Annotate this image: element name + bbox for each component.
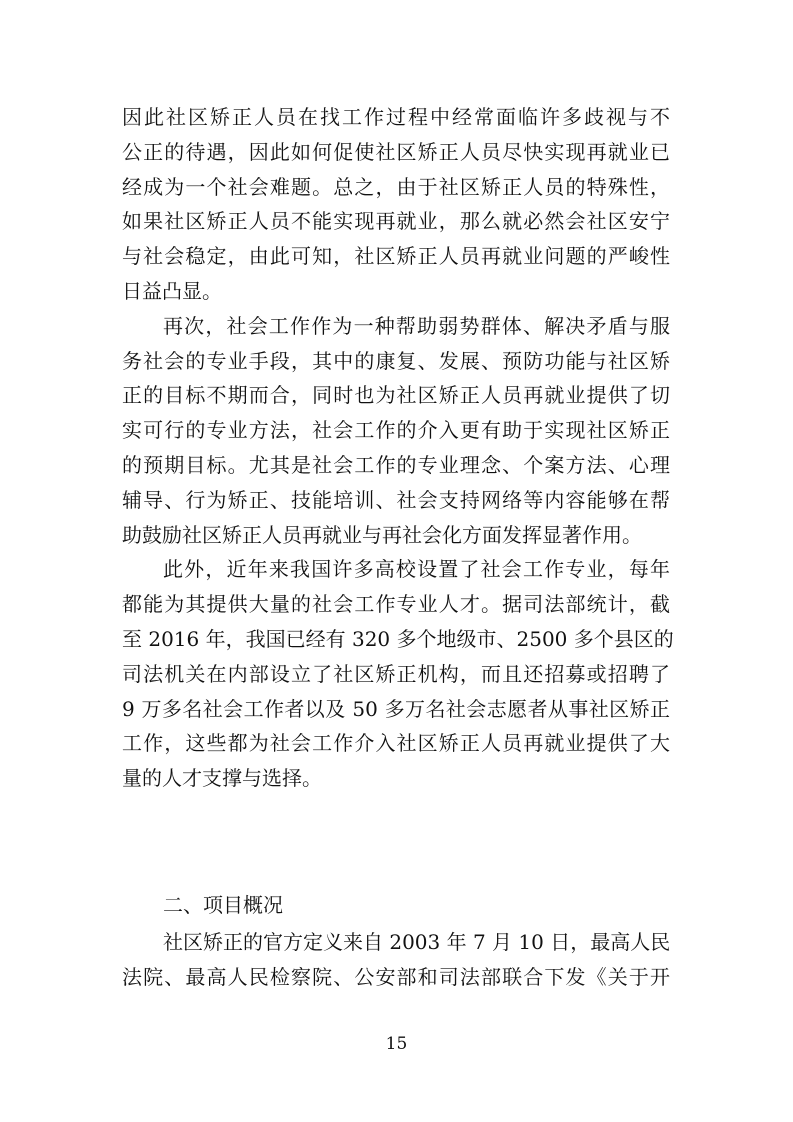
paragraph-4-line: 社区矫正的官方定义来自 2003 年 7 月 10 日，最高人民 — [163, 930, 671, 954]
paragraph-3-line: 9 万多名社会工作者以及 50 多万名社会志愿者从事社区矫正 — [122, 696, 670, 721]
section-heading: 二、项目概况 — [163, 893, 283, 917]
paragraph-2-line: 正的目标不期而合，同时也为社区矫正人员再就业提供了切 — [122, 383, 670, 408]
paragraph-3-line: 至 2016 年，我国已经有 320 多个地级市、2500 多个县区的 — [122, 626, 674, 651]
paragraph-1-line: 公正的待遇，因此如何促使社区矫正人员尽快实现再就业已 — [122, 139, 670, 164]
page-number: 15 — [385, 1034, 408, 1054]
paragraph-2-line: 的预期目标。尤其是社会工作的专业理念、个案方法、心理 — [122, 452, 670, 477]
paragraph-3-line: 司法机关在内部设立了社区矫正机构，而且还招募或招聘了 — [122, 661, 670, 686]
paragraph-1-line: 如果社区矫正人员不能实现再就业，那么就必然会社区安宁 — [122, 209, 670, 234]
paragraph-1-line: 日益凸显。 — [122, 278, 222, 303]
paragraph-2-line: 务社会的专业手段，其中的康复、发展、预防功能与社区矫 — [122, 348, 670, 373]
paragraph-2-line: 再次，社会工作作为一种帮助弱势群体、解决矛盾与服 — [163, 313, 670, 338]
paragraph-1-line: 经成为一个社会难题。总之，由于社区矫正人员的特殊性， — [122, 174, 670, 199]
paragraph-2-line: 实可行的专业方法，社会工作的介入更有助于实现社区矫正 — [122, 418, 670, 443]
paragraph-3-line: 此外，近年来我国许多高校设置了社会工作专业，每年 — [163, 557, 670, 582]
paragraph-1-line: 与社会稳定，由此可知，社区矫正人员再就业问题的严峻性 — [122, 244, 670, 269]
paragraph-1-line: 因此社区矫正人员在找工作过程中经常面临许多歧视与不 — [122, 105, 670, 129]
paragraph-3-line: 都能为其提供大量的社会工作专业人才。据司法部统计，截 — [122, 592, 670, 617]
body-text-block-2 — [122, 925, 670, 995]
paragraph-3-line: 量的人才支撑与选择。 — [122, 766, 322, 791]
paragraph-3-line: 工作，这些都为社会工作介入社区矫正人员再就业提供了大 — [122, 731, 670, 756]
paragraph-2-line: 辅导、行为矫正、技能培训、社会支持网络等内容能够在帮 — [122, 487, 670, 512]
paragraph-4-line: 法院、最高人民检察院、公安部和司法部联合下发《关于开 — [122, 964, 670, 989]
body-text-block — [122, 100, 674, 796]
paragraph-2-line: 助鼓励社区矫正人员再就业与再社会化方面发挥显著作用。 — [122, 522, 642, 547]
